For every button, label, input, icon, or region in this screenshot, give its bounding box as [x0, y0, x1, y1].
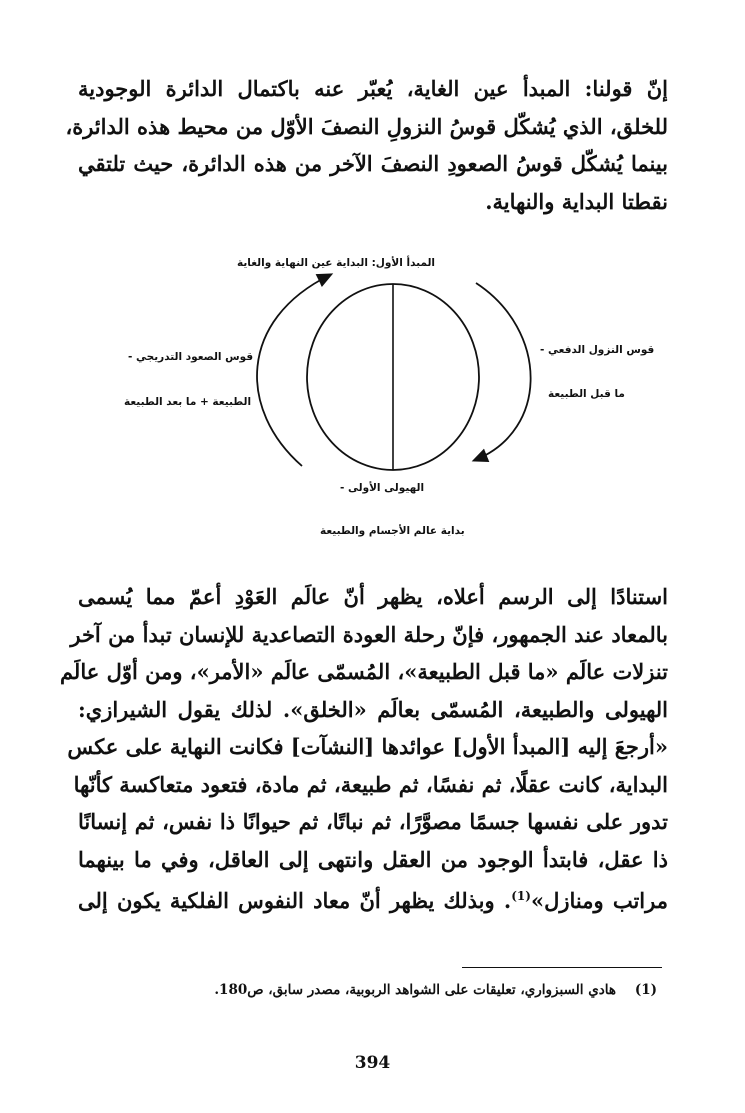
descent-arc-arrow	[475, 283, 531, 460]
text-line: للخلق، الذي يُشكّل قوسُ النزولِ النصفَ الأوّل من محيط هذه الدائرة،	[65, 113, 668, 139]
text-line: نقطتا البداية والنهاية.	[485, 188, 668, 214]
text-continuation: . وبذلك يظهر أنّ معاد النفوس الفلكية يكون إلى	[78, 888, 512, 913]
text-line: تنزلات عالَم «ما قبل الطبيعة»، المُسمّى عالَم «الأمر»، ومن أوّل عالَم	[59, 659, 668, 684]
text-line: إنّ قولنا: المبدأ عين الغاية، يُعبّر عنه باكتمال الدائرة الوجودية	[78, 76, 668, 101]
label-prime-matter: الهيولى الأولى -	[340, 482, 425, 494]
label-first-principle: المبدأ الأول: البداية عين النهاية والغاية	[237, 257, 436, 269]
ascent-arc-arrow	[257, 275, 330, 466]
label-ascent-arc: قوس الصعود التدريجي -	[128, 351, 254, 363]
label-descent-arc: قوس النزول الدفعي -	[540, 344, 655, 356]
footnote	[214, 982, 657, 998]
text-line: بالمعاد عند الجمهور، فإنّ رحلة العودة التصاعدية للإنسان تبدأ من آخر	[70, 621, 668, 647]
text-line: ذا عقل، فابتدأ الوجود من العقل وانتهى إلى العاقل، وفي ما بينهما	[78, 846, 668, 872]
label-metaphysics: ما قبل الطبيعة	[548, 388, 625, 400]
text-line: تدور على نفسها جسمًا مصوَّرًا، ثم نباتًا، ثم حيوانًا ذا نفس، ثم إنسانًا	[78, 809, 668, 834]
page-number: 394	[354, 1053, 391, 1073]
footnote-marker: (1)	[634, 982, 657, 998]
footnote-reference[interactable]: (1)	[511, 889, 531, 903]
text-line: «أرجعَ إليه [المبدأ الأول] عوائدها [النشآت] فكانت النهاية على عكس	[67, 734, 668, 759]
footnote-text: هادي السبزواري، تعليقات على الشواهد الربوبية، مصدر سابق، ص180.	[214, 982, 616, 998]
label-world-of-bodies: بداية عالم الأجسام والطبيعة	[320, 525, 465, 537]
text-line	[78, 878, 668, 916]
quote-end: مراتب ومنازل»	[530, 888, 668, 913]
paragraph-analysis	[59, 578, 668, 916]
text-line: استنادًا إلى الرسم أعلاه، يظهر أنّ عالَم العَوْدِ أعمّ مما يُسمى	[78, 584, 668, 609]
label-nature-metaphysics: الطبيعة + ما بعد الطبيعة	[124, 396, 252, 408]
text-line: البداية، كانت عقلًا، ثم نفسًا، ثم طبيعة، ثم مادة، فتعود متعاكسة كأنّها	[73, 771, 668, 797]
text-line: بينما يُشكّل قوسُ الصعودِ النصفَ الآخر من هذه الدائرة، حيث تلتقي	[78, 151, 668, 176]
footnote-divider	[462, 967, 662, 968]
text-line: الهيولى والطبيعة، المُسمّى بعالَم «الخلق». لذلك يقول الشيرازي:	[78, 696, 668, 722]
